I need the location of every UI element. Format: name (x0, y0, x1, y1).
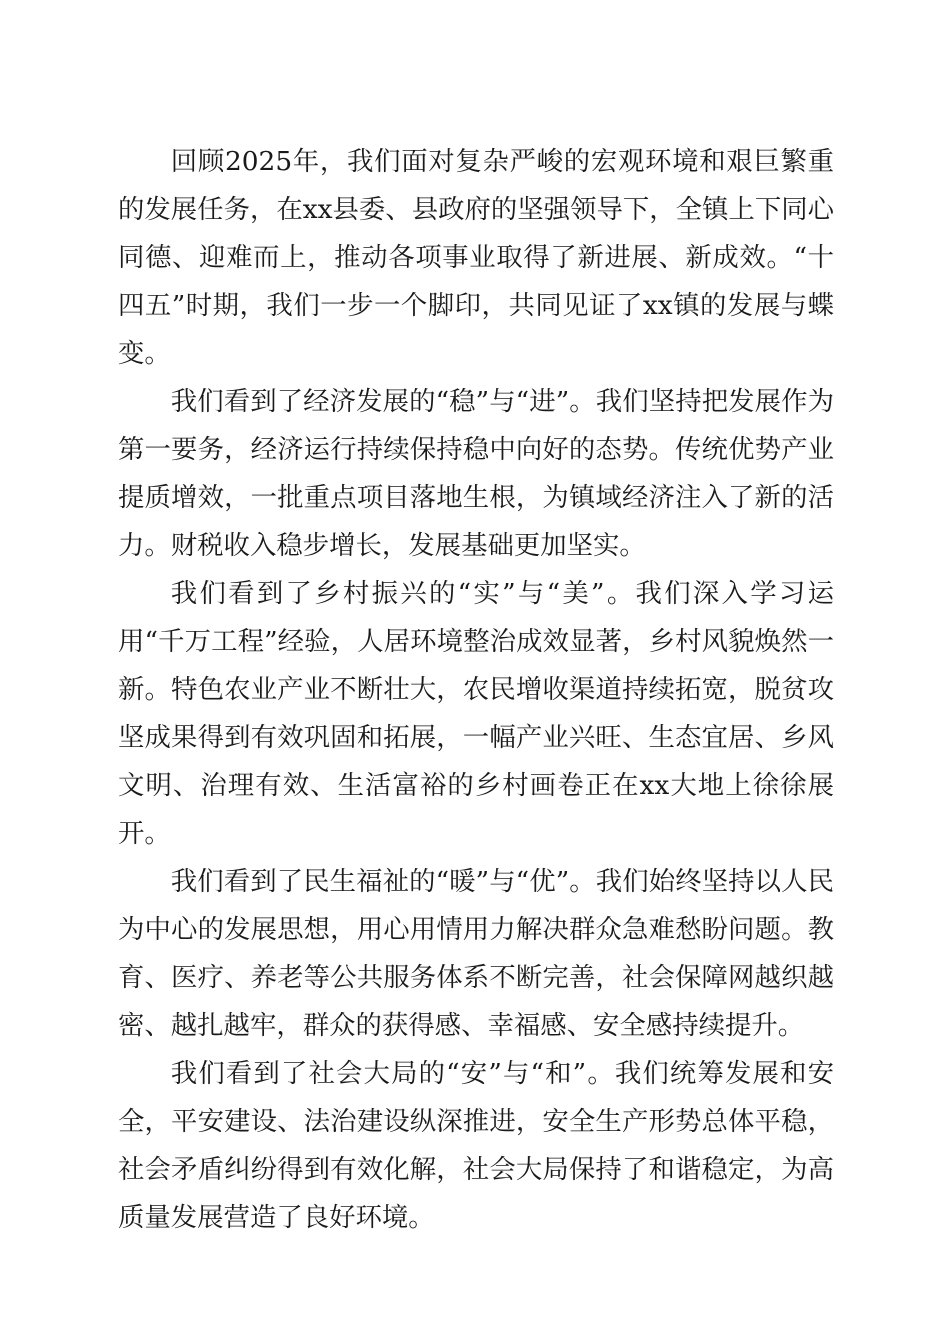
document-body (118, 138, 834, 1242)
paragraph-livelihood: 我们看到了民生福祉的“暖”与“优”。我们始终坚持以人民为中心的发展思想，用心用情用力解决群众急难愁盼问题。教育、医疗、养老等公共服务体系不断完善，社会保障网越织越密、越扎越牢，群众的获得感、幸福感、安全感持续提升。 (118, 866, 834, 1041)
paragraph-social-stability: 我们看到了社会大局的“安”与“和”。我们统筹发展和安全，平安建设、法治建设纵深推进，安全生产形势总体平稳，社会矛盾纠纷得到有效化解，社会大局保持了和谐稳定，为高质量发展营造了良好环境。 (118, 1058, 834, 1233)
paragraph-economy: 我们看到了经济发展的“稳”与“进”。我们坚持把发展作为第一要务，经济运行持续保持稳中向好的态势。传统优势产业提质增效，一批重点项目落地生根，为镇域经济注入了新的活力。财税收入稳步增长，发展基础更加坚实。 (118, 386, 834, 561)
paragraph-review-2025: 回顾2025年，我们面对复杂严峻的宏观环境和艰巨繁重的发展任务，在xx县委、县政府的坚强领导下，全镇上下同心同德、迎难而上，推动各项事业取得了新进展、新成效。“十四五”时期，我们一步一个脚印，共同见证了xx镇的发展与蝶变。 (118, 146, 834, 369)
paragraph-rural-revitalization: 我们看到了乡村振兴的“实”与“美”。我们深入学习运用“千万工程”经验，人居环境整治成效显著，乡村风貌焕然一新。特色农业产业不断壮大，农民增收渠道持续拓宽，脱贫攻坚成果得到有效巩固和拓展，一幅产业兴旺、生态宜居、乡风文明、治理有效、生活富裕的乡村画卷正在xx大地上徐徐展开。 (118, 578, 834, 849)
